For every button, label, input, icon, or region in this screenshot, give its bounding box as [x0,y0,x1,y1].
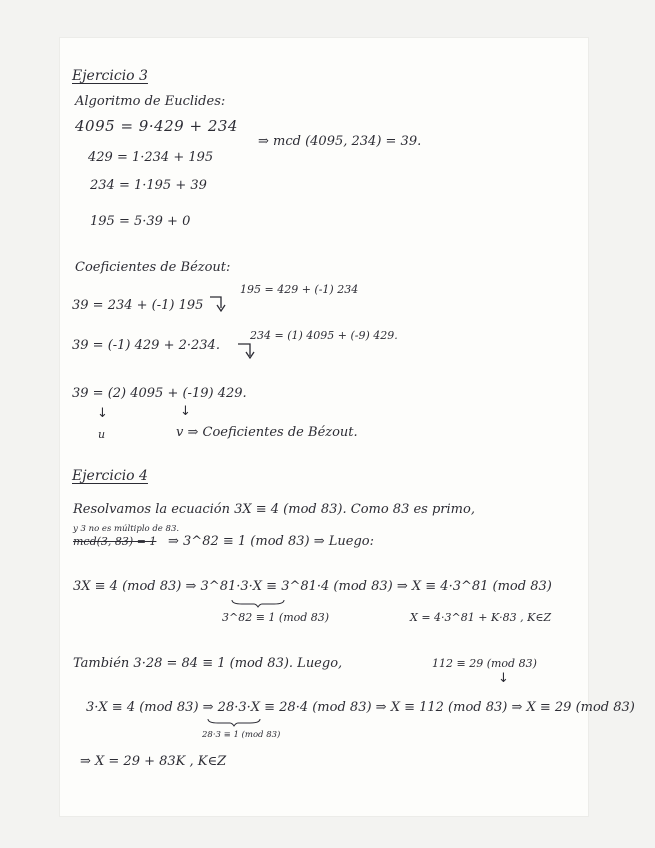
substitution-2: 234 = (1) 4095 + (-9) 429. [250,329,398,342]
euclid-step-1: 4095 = 9·429 + 234 [75,117,238,135]
equation-line-1-note: 3^82 ≡ 1 (mod 83) [222,611,330,624]
euclid-step-4: 195 = 5·39 + 0 [90,214,191,229]
bezout-step-3: 39 = (2) 4095 + (-19) 429. [72,386,247,401]
intro-line-2: y 3 no es múltiplo de 83. [73,524,180,534]
equation-line-2-note: 28·3 ≡ 1 (mod 83) [202,730,281,740]
bezout-u-label: u [98,428,106,441]
struck-gcd: mcd(3, 83) = 1 [73,535,157,548]
gcd-result: ⇒ mcd (4095, 234) = 39. [258,134,422,149]
euclid-step-3: 234 = 1·195 + 39 [90,178,207,193]
euclid-heading: Algoritmo de Euclides: [75,94,226,109]
substitution-1: 195 = 429 + (-1) 234 [240,283,359,296]
equation-line-1: 3X ≡ 4 (mod 83) ⇒ 3^81·3·X ≡ 3^81·4 (mod 83) ⇒ X ≡ 4·3^81 (mod 83) [73,579,552,594]
exercise-4-title: Ejercicio 4 [72,468,148,484]
euclid-step-2: 429 = 1·234 + 195 [88,150,214,165]
hand-drawn-marks [60,38,588,816]
bezout-coefficients-note: v ⇒ Coeficientes de Bézout. [176,425,358,440]
notebook-page [60,38,635,816]
bezout-step-2: 39 = (-1) 429 + 2·234. [72,338,220,353]
side-note: 112 ≡ 29 (mod 83) [432,657,537,670]
down-arrow-icon: ↓ [498,671,509,686]
down-arrow-icon: ↓ [97,406,108,421]
exercise-3-title: Ejercicio 3 [72,68,148,84]
tambien-line: También 3·28 = 84 ≡ 1 (mod 83). Luego, [73,656,343,671]
down-arrow-icon: ↓ [180,404,191,419]
final-solution: ⇒ X = 29 + 83K , K∈Z [80,754,227,769]
solution-1: X = 4·3^81 + K·83 , K∈Z [410,611,552,624]
bezout-step-1: 39 = 234 + (-1) 195 [72,298,204,313]
fermat-line: ⇒ 3^82 ≡ 1 (mod 83) ⇒ Luego: [168,534,374,549]
equation-line-2: 3·X ≡ 4 (mod 83) ⇒ 28·3·X ≡ 28·4 (mod 83) ⇒ X ≡ 112 (mod 83) ⇒ X ≡ 29 (mod 83) [86,700,635,715]
intro-line-1: Resolvamos la ecuación 3X ≡ 4 (mod 83). Como 83 es primo, [73,502,475,517]
bezout-heading: Coeficientes de Bézout: [75,260,231,275]
